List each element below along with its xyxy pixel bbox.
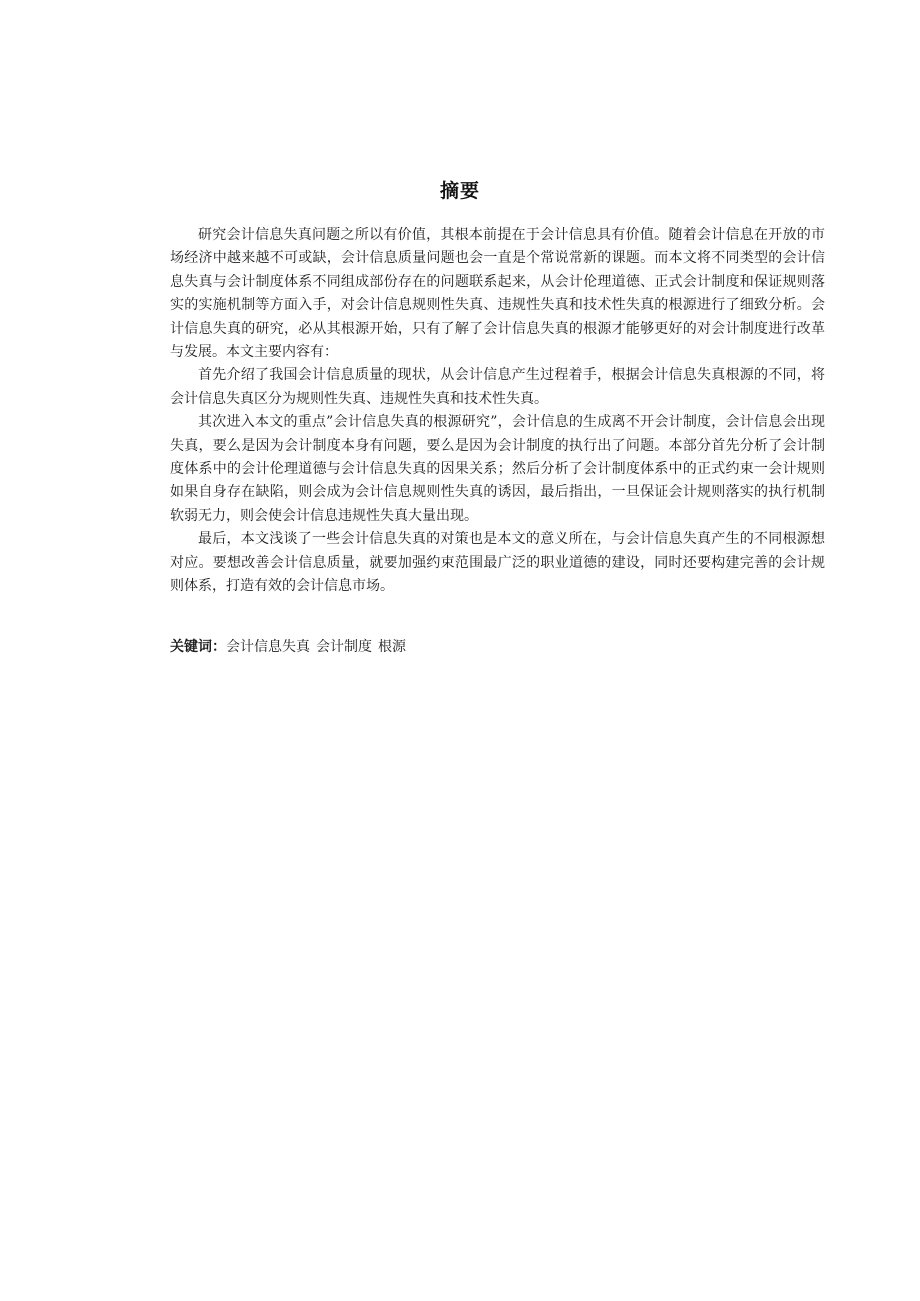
keyword-item: 会计信息失真: [226, 639, 310, 655]
page-title: 摘要: [439, 180, 480, 202]
keywords-label: 关键词：: [170, 639, 226, 655]
abstract-paragraph-3: 其次进入本文的重点”会计信息失真的根源研究”，会计信息的生成离不开会计制度，会计信息会出现失真，要么是因为会计制度本身有问题，要么是因为会计制度的执行出了问题。本部分首先分析了会计制度体系中的会计伦理道德与会计信息失真的因果关系；然后分析了会计制度体系中的正式约束一会计规则如果自身存在缺陷，则会成为会计信息规则性失真的诱因，最后指出，一旦保证会计规则落实的执行机制软弱无力，则会使会计信息违规性失真大量出现。: [170, 414, 825, 524]
keyword-item: 根源: [378, 639, 406, 655]
keywords-line: [170, 637, 825, 657]
keyword-item: 会计制度: [316, 639, 372, 655]
abstract-body: [170, 224, 825, 599]
abstract-paragraph-4: 最后，本文浅谈了一些会计信息失真的对策也是本文的意义所在，与会计信息失真产生的不同根源想对应。要想改善会计信息质量，就要加强约束范围最广泛的职业道德的建设，同时还要构建完善的会计规则体系，打造有效的会计信息市场。: [170, 531, 825, 595]
abstract-paragraph-2: 首先介绍了我国会计信息质量的现状，从会计信息产生过程着手，根据会计信息失真根源的不同，将会计信息失真区分为规则性失真、违规性失真和技术性失真。: [170, 367, 825, 407]
abstract-paragraph-1: 研究会计信息失真问题之所以有价值，其根本前提在于会计信息具有价值。随着会计信息在开放的市场经济中越来越不可或缺，会计信息质量问题也会一直是个常说常新的课题。而本文将不同类型的会计信息失真与会计制度体系不同组成部份存在的问题联系起来，从会计伦理道德、正式会计制度和保证规则落实的实施机制等方面入手，对会计信息规则性失真、违规性失真和技术性失真的根源进行了细致分析。会计信息失真的研究，必从其根源开始，只有了解了会计信息失真的根源才能够更好的对会计制度进行改革与发展。本文主要内容有：: [170, 227, 825, 361]
